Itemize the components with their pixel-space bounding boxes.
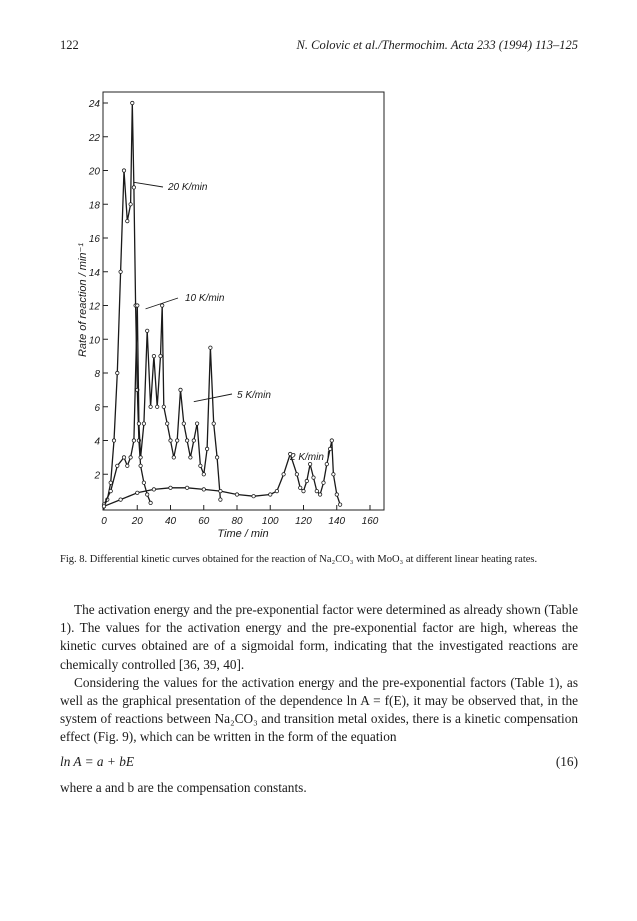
data-point [109, 489, 112, 492]
equation-line [60, 751, 578, 775]
data-point [156, 405, 159, 408]
data-point [132, 439, 135, 442]
data-point [282, 473, 285, 476]
paragraph-2: Considering the values for the activation energy and the pre-exponential factors (Table 1), as well as the graphical presentation of the dependence ln A = f(E), it may be observed that, in the system of reactions between Na₂CO₃ and transition metal oxides, there is a kinetic compensation effect (Fig. 9), which can be written in the form of the equation [60, 674, 578, 745]
annotation-label: 10 K/min [185, 293, 225, 304]
annotation-label: 20 K/min [168, 182, 208, 193]
data-point [166, 422, 169, 425]
figure-caption [60, 553, 578, 567]
data-point [152, 488, 155, 491]
page-number: 122 [60, 38, 79, 52]
annotation-leader [134, 182, 163, 187]
data-point [129, 456, 132, 459]
y-tick-label: 2 [94, 470, 100, 482]
x-tick-label: 0 [101, 516, 107, 527]
series-line-1 [104, 103, 151, 506]
data-point [116, 371, 119, 374]
x-tick-label: 160 [361, 516, 379, 527]
data-point [146, 329, 149, 332]
data-point [325, 462, 328, 465]
data-point [102, 505, 105, 508]
data-point [112, 439, 115, 442]
data-point [315, 489, 318, 492]
data-point [209, 346, 212, 349]
data-point [189, 456, 192, 459]
plot-frame [103, 92, 384, 510]
data-point [129, 203, 132, 206]
data-point [126, 219, 129, 222]
data-point [122, 456, 125, 459]
data-point [312, 476, 315, 479]
data-point [162, 405, 165, 408]
data-point [122, 169, 125, 172]
data-point [176, 439, 179, 442]
data-point [330, 439, 333, 442]
data-point [295, 473, 298, 476]
data-point [328, 447, 331, 450]
data-point [305, 479, 308, 482]
data-point [172, 456, 175, 459]
x-tick-label: 40 [164, 516, 177, 527]
data-point [269, 493, 272, 496]
x-axis-label: Time / min [217, 528, 269, 540]
data-point [299, 486, 302, 489]
y-tick-label: 18 [88, 200, 100, 212]
data-point [202, 488, 205, 491]
data-point [169, 439, 172, 442]
x-tick-label: 20 [131, 516, 143, 527]
equation: ln A = a + bE [60, 753, 134, 769]
data-point [185, 439, 188, 442]
series-layer [102, 101, 341, 508]
data-point [169, 486, 172, 489]
data-point [192, 439, 195, 442]
data-point [152, 354, 155, 357]
data-point [219, 489, 222, 492]
x-axis-ticks [101, 505, 379, 527]
data-point [136, 304, 139, 307]
data-point [322, 481, 325, 484]
paragraph-1: The activation energy and the pre-exponential factor were determined as already shown (Table 1). The values for the activation energy and the pre-exponential factor are high, whereas the kinetic curves obtained are of a sigmoidal form, indicating that the investigated reactions are chemically controlled [36, 39, 40]. [60, 602, 578, 672]
data-point [159, 354, 162, 357]
y-tick-label: 20 [88, 166, 100, 178]
data-point [149, 501, 152, 504]
data-point [235, 493, 238, 496]
y-tick-label: 8 [94, 369, 100, 380]
y-tick-label: 14 [88, 267, 100, 279]
data-point [139, 456, 142, 459]
data-point [142, 481, 145, 484]
x-tick-label: 140 [328, 516, 346, 527]
data-point [139, 464, 142, 467]
data-point [185, 486, 188, 489]
x-tick-label: 100 [261, 516, 279, 527]
data-point [338, 503, 341, 506]
data-point [252, 495, 255, 498]
data-point [119, 270, 122, 273]
y-tick-label: 22 [88, 132, 100, 144]
y-tick-label: 6 [94, 402, 100, 414]
data-point [335, 493, 338, 496]
x-tick-label: 60 [198, 516, 210, 527]
data-point [332, 473, 335, 476]
data-point [116, 464, 119, 467]
body-text [60, 601, 578, 797]
data-point [126, 464, 129, 467]
annotation-label: 2 K/min [290, 452, 324, 463]
x-tick-label: 80 [231, 516, 243, 527]
y-tick-label: 24 [88, 99, 100, 110]
data-point [137, 422, 140, 425]
data-point [275, 489, 278, 492]
data-point [179, 388, 182, 391]
y-axis-label: Rate of reaction / min⁻¹ [77, 242, 89, 358]
data-point [149, 405, 152, 408]
data-point [131, 101, 134, 104]
data-point [136, 491, 139, 494]
data-point [146, 493, 149, 496]
y-tick-label: 4 [94, 436, 100, 448]
data-point [199, 464, 202, 467]
equation-number: (16) [555, 753, 578, 769]
data-point [109, 481, 112, 484]
data-point [302, 489, 305, 492]
y-tick-label: 10 [88, 335, 100, 347]
data-point [205, 447, 208, 450]
data-point [195, 422, 198, 425]
data-point [219, 498, 222, 501]
paragraph-3: where a and b are the compensation constants. [60, 779, 307, 795]
y-tick-label: 16 [88, 234, 100, 245]
data-point [161, 304, 164, 307]
data-point [202, 473, 205, 476]
y-axis-ticks [88, 99, 108, 481]
figure-caption-text: Fig. 8. Differential kinetic curves obtained for the reaction of Na₂CO₃ with MoO₃ at different linear heating rates. [60, 554, 538, 565]
data-point [119, 498, 122, 501]
data-point [215, 456, 218, 459]
x-tick-label: 120 [295, 516, 312, 527]
data-point [318, 493, 321, 496]
data-point [212, 422, 215, 425]
annotation-label: 5 K/min [237, 390, 271, 401]
data-point [132, 186, 135, 189]
y-tick-label: 12 [88, 301, 100, 313]
data-point [182, 422, 185, 425]
data-point [142, 422, 145, 425]
running-title: N. Colovic et al./Thermochim. Acta 233 (1994) 113–125 [296, 38, 578, 52]
